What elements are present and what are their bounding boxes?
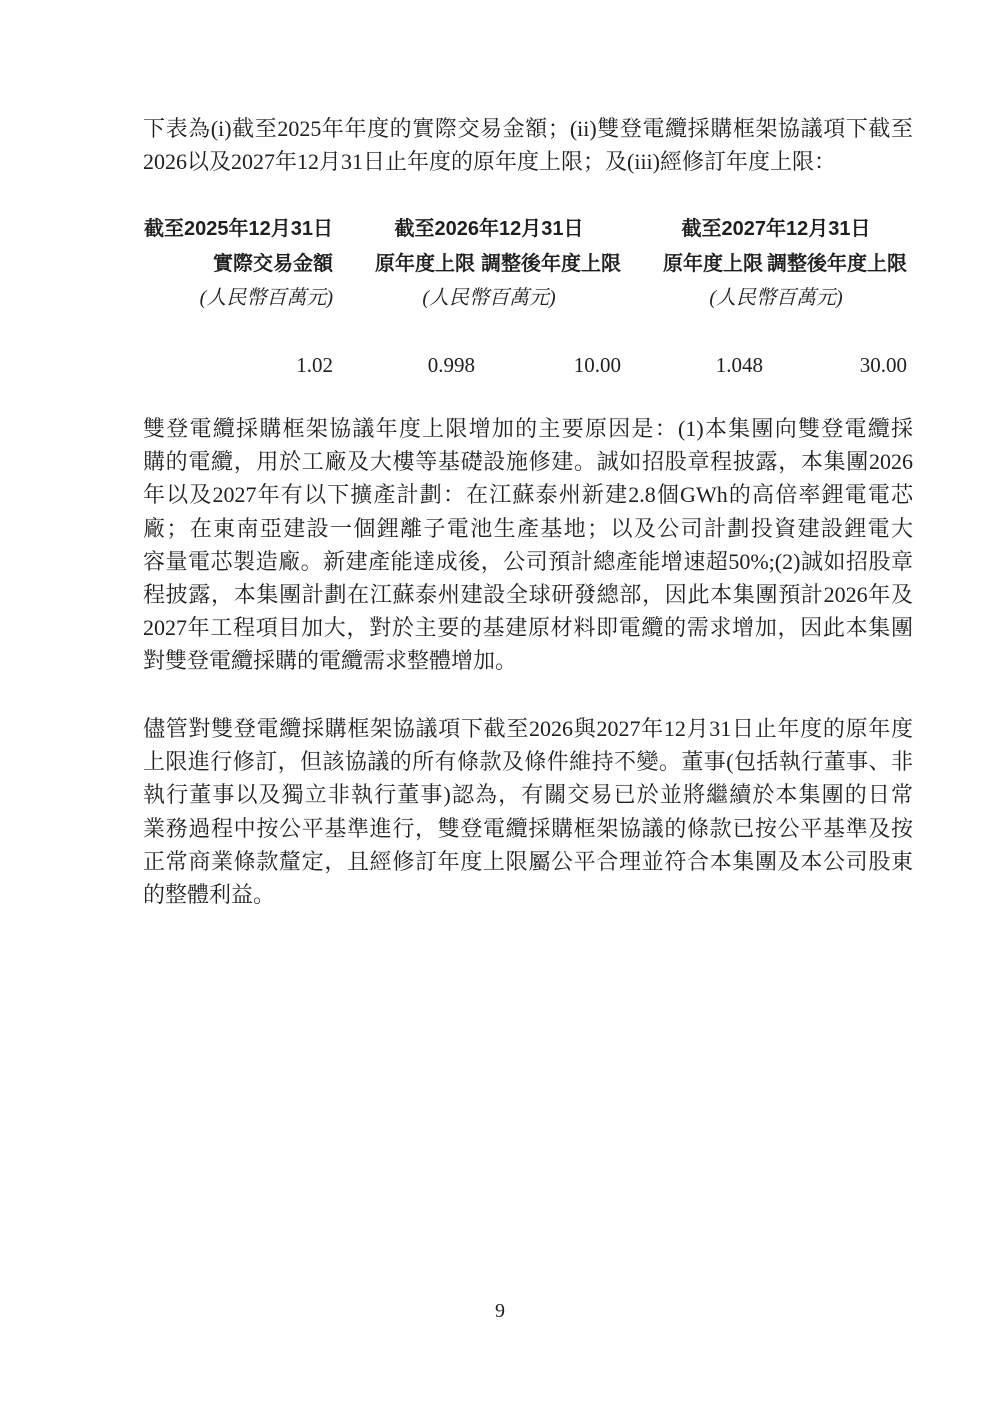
reasons-paragraph <box>143 412 913 678</box>
body-line: 購的電纜，用於工廠及大樓等基礎設施修建。誠如招股章程披露，本集團2026 <box>143 449 913 475</box>
body-line: 廠；在東南亞建設一個鋰離子電池生產基地；以及公司計劃投資建設鋰電大 <box>143 515 913 541</box>
body-line: 年以及2027年有以下擴產計劃：在江蘇泰州新建2.8個GWh的高倍率鋰電電芯 <box>143 482 913 508</box>
table-unit-2027: (人民幣百萬元) <box>709 287 843 309</box>
table-unit-2025: (人民幣百萬元) <box>199 287 333 309</box>
body-line: 容量電芯製造廠。新建產能達成後，公司預計總產能增速超50%;(2)誠如招股章 <box>143 548 913 574</box>
body-line: 雙登電纜採購框架協議年度上限增加的主要原因是：(1)本集團向雙登電纜採 <box>143 416 913 441</box>
intro-line: 2026以及2027年12月31日止年度的原年度上限；及(iii)經修訂年度上限： <box>143 149 836 175</box>
table-value-actual-2025: 1.02 <box>296 353 333 377</box>
body-line: 儘管對雙登電纜採購框架協議項下截至2026與2027年12月31日止年度的原年度 <box>143 716 913 741</box>
table-period-2026: 截至2026年12月31日 <box>394 218 584 240</box>
intro-paragraph <box>143 112 913 178</box>
table-col-original-cap-2026: 原年度上限 <box>375 253 475 275</box>
page-number: 9 <box>495 1300 505 1322</box>
body-line: 2027年工程項目加大，對於主要的基建原材料即電纜的需求增加，因此本集團 <box>143 615 913 641</box>
table-unit-2026: (人民幣百萬元) <box>422 287 556 309</box>
table-value-revised-2027: 30.00 <box>859 353 907 377</box>
directors-view-paragraph <box>143 712 913 911</box>
table-col-original-cap-2027: 原年度上限 <box>663 253 763 275</box>
body-line: 對雙登電纜採購的電纜需求整體增加。 <box>143 648 518 674</box>
table-col-actual-amount: 實際交易金額 <box>213 253 333 275</box>
body-line: 業務過程中按公平基準進行，雙登電纜採購框架協議的條款已按公平基準及按 <box>143 815 913 841</box>
table-col-revised-cap-2026: 調整後年度上限 <box>481 253 621 275</box>
body-line: 的整體利益。 <box>143 881 276 907</box>
table-period-2025: 截至2025年12月31日 <box>144 218 333 240</box>
table-col-revised-cap-2027: 調整後年度上限 <box>767 253 907 275</box>
table-value-revised-2026: 10.00 <box>573 353 621 377</box>
table-value-original-2026: 0.998 <box>427 353 475 377</box>
body-line: 上限進行修訂，但該協議的所有條款及條件維持不變。董事(包括執行董事、非 <box>143 749 913 775</box>
table-value-original-2027: 1.048 <box>715 353 763 377</box>
body-line: 程披露，本集團計劃在江蘇泰州建設全球研發總部，因此本集團預計2026年及 <box>143 581 913 607</box>
body-line: 執行董事以及獨立非執行董事)認為，有關交易已於並將繼續於本集團的日常 <box>143 782 913 808</box>
body-line: 正常商業條款釐定，且經修訂年度上限屬公平合理並符合本集團及本公司股東 <box>143 848 913 874</box>
intro-line: 下表為(i)截至2025年年度的實際交易金額；(ii)雙登電纜採購框架協議項下截至 <box>143 116 913 141</box>
table-period-2027: 截至2027年12月31日 <box>681 218 871 240</box>
